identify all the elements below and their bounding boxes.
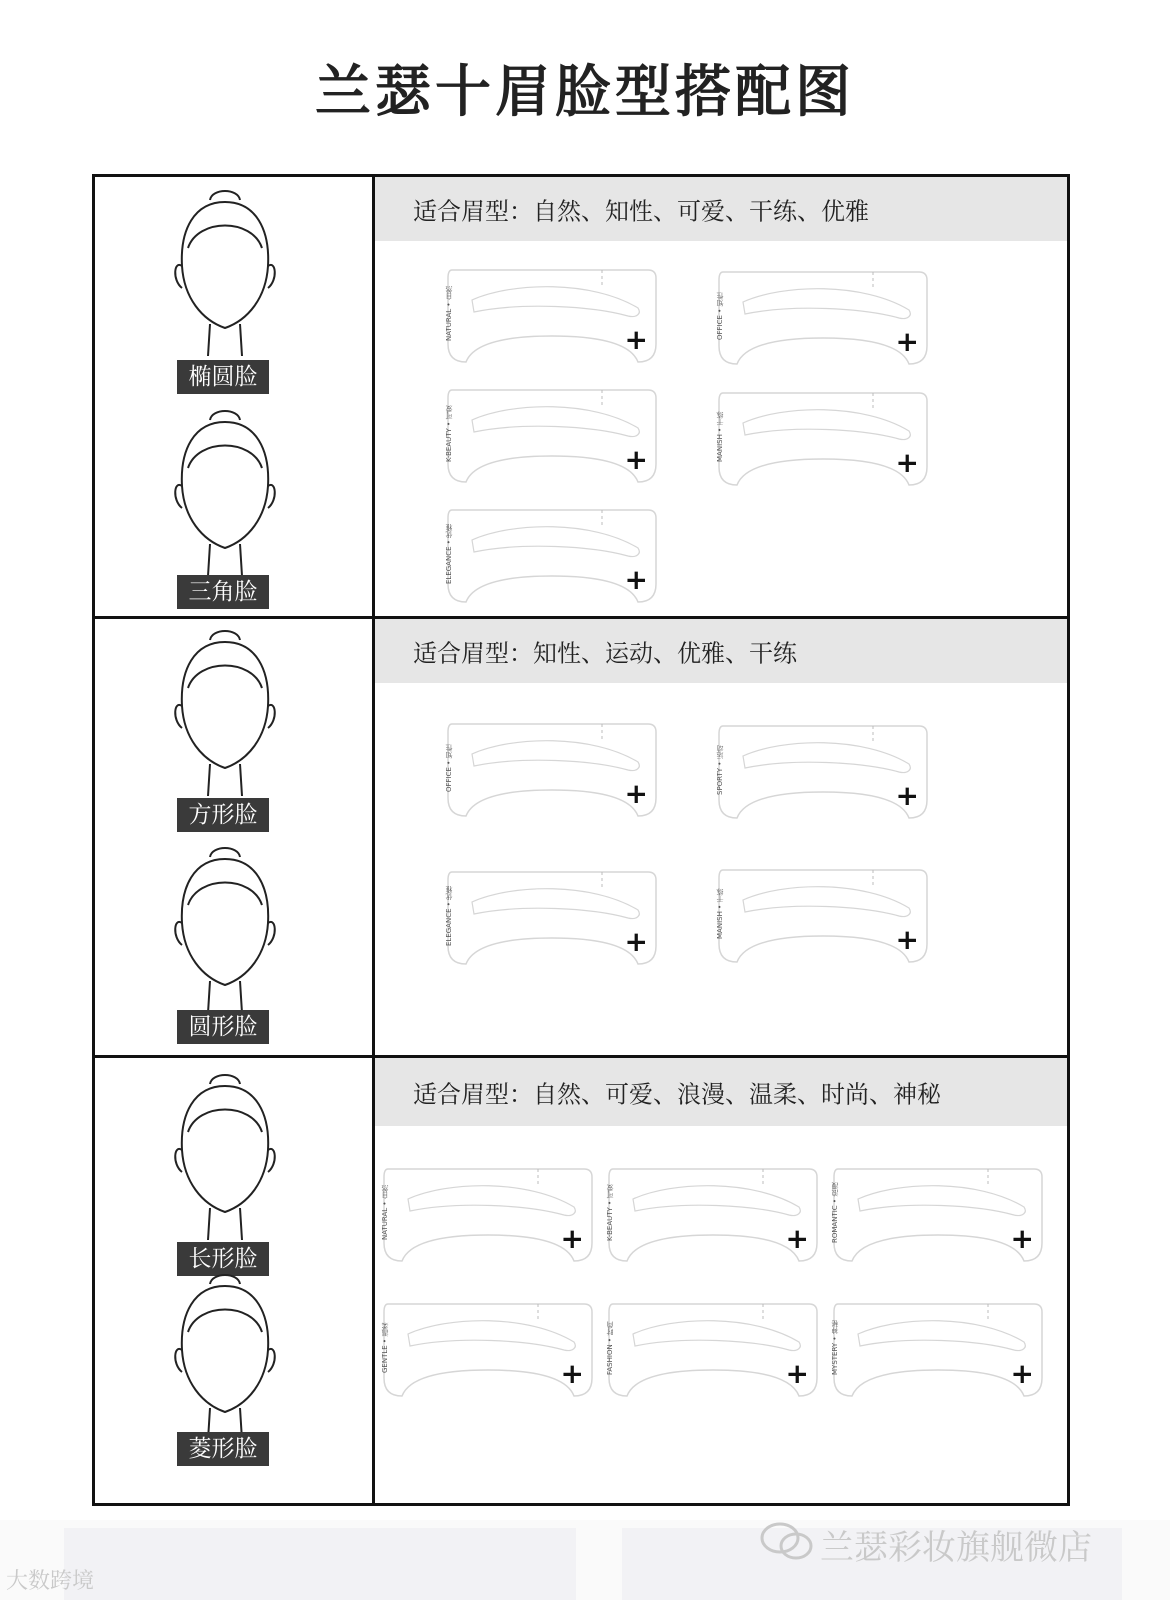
plus-icon: + bbox=[1010, 1357, 1034, 1390]
brow-stencil-tag: K-BEAUTY • 可爱 bbox=[606, 1184, 614, 1242]
face-label-triangle: 三角脸 bbox=[177, 575, 269, 609]
brow-stencil-card bbox=[603, 1165, 823, 1265]
plus-icon: + bbox=[895, 325, 919, 358]
brow-stencil-card bbox=[442, 386, 662, 486]
brow-stencil-tag: ROMANTIC • 浪漫 bbox=[831, 1182, 839, 1244]
brow-stencil-tag: K-BEAUTY • 可爱 bbox=[445, 405, 453, 463]
face-illustration-long bbox=[170, 1072, 280, 1242]
section-2-header bbox=[375, 619, 1067, 683]
face-label-square: 方形脸 bbox=[177, 798, 269, 832]
brow-stencil-card bbox=[713, 268, 933, 368]
brow-stencil-card bbox=[603, 1300, 823, 1400]
face-label-oval: 椭圆脸 bbox=[177, 360, 269, 394]
brow-stencil-tag: NATURAL • 自然 bbox=[445, 286, 453, 342]
brow-stencil-tag: MYSTERY • 神秘 bbox=[831, 1320, 839, 1376]
brow-stencil-card bbox=[442, 868, 662, 968]
plus-icon: + bbox=[895, 446, 919, 479]
section-3-header bbox=[375, 1058, 1067, 1126]
footer-panel-left bbox=[64, 1528, 576, 1600]
face-illustration-square bbox=[170, 628, 280, 798]
page-title: 兰瑟十眉脸型搭配图 bbox=[315, 60, 855, 125]
brow-stencil-tag: MANISH • 干练 bbox=[716, 888, 724, 940]
face-label-diamond: 菱形脸 bbox=[177, 1432, 269, 1466]
plus-icon: + bbox=[785, 1357, 809, 1390]
face-label-round: 圆形脸 bbox=[177, 1010, 269, 1044]
brow-stencil-tag: OFFICE • 知性 bbox=[716, 292, 724, 340]
section-1-suitable: 适合眉型：自然、知性、可爱、干练、优雅 bbox=[413, 197, 869, 226]
plus-icon: + bbox=[624, 323, 648, 356]
brow-stencil-tag: ELEGANCE • 优雅 bbox=[445, 523, 453, 585]
face-illustration-diamond bbox=[170, 1272, 280, 1442]
brow-stencil-tag: NATURAL • 自然 bbox=[381, 1185, 389, 1241]
brow-stencil-tag: FASHION • 时尚 bbox=[606, 1321, 614, 1375]
wechat-icon bbox=[760, 1522, 814, 1566]
plus-icon: + bbox=[560, 1357, 584, 1390]
brow-stencil-card bbox=[442, 506, 662, 606]
face-illustration-round bbox=[170, 845, 280, 1015]
brow-stencil-tag: GENTLE • 温柔 bbox=[381, 1322, 389, 1374]
brow-stencil-card bbox=[713, 722, 933, 822]
brow-stencil-card bbox=[828, 1165, 1048, 1265]
plus-icon: + bbox=[624, 563, 648, 596]
brow-stencil-card bbox=[378, 1165, 598, 1265]
face-illustration-triangle bbox=[170, 408, 280, 578]
brow-stencil-card bbox=[378, 1300, 598, 1400]
column-divider bbox=[372, 174, 375, 1506]
brow-stencil-tag: SPORTY • 运动 bbox=[716, 745, 724, 795]
brow-stencil-tag: OFFICE • 知性 bbox=[445, 744, 453, 792]
shop-name-watermark: 兰瑟彩妆旗舰微店 bbox=[820, 1528, 1092, 1568]
brow-stencil-card bbox=[828, 1300, 1048, 1400]
plus-icon: + bbox=[1010, 1222, 1034, 1255]
brow-stencil-card bbox=[713, 866, 933, 966]
plus-icon: + bbox=[895, 923, 919, 956]
plus-icon: + bbox=[895, 779, 919, 812]
plus-icon: + bbox=[624, 777, 648, 810]
brow-stencil-tag: MANISH • 干练 bbox=[716, 411, 724, 463]
section-2-suitable: 适合眉型：知性、运动、优雅、干练 bbox=[413, 639, 797, 668]
brow-stencil-card bbox=[442, 266, 662, 366]
brow-stencil-tag: ELEGANCE • 优雅 bbox=[445, 885, 453, 947]
plus-icon: + bbox=[624, 443, 648, 476]
section-1-header bbox=[375, 177, 1067, 241]
plus-icon: + bbox=[785, 1222, 809, 1255]
plus-icon: + bbox=[560, 1222, 584, 1255]
face-label-long: 长形脸 bbox=[177, 1242, 269, 1276]
brow-stencil-card bbox=[442, 720, 662, 820]
section-3-suitable: 适合眉型：自然、可爱、浪漫、温柔、时尚、神秘 bbox=[413, 1080, 941, 1109]
corner-watermark: 大数跨境 bbox=[6, 1569, 95, 1594]
face-illustration-oval bbox=[170, 188, 280, 358]
brow-stencil-card bbox=[713, 389, 933, 489]
plus-icon: + bbox=[624, 925, 648, 958]
